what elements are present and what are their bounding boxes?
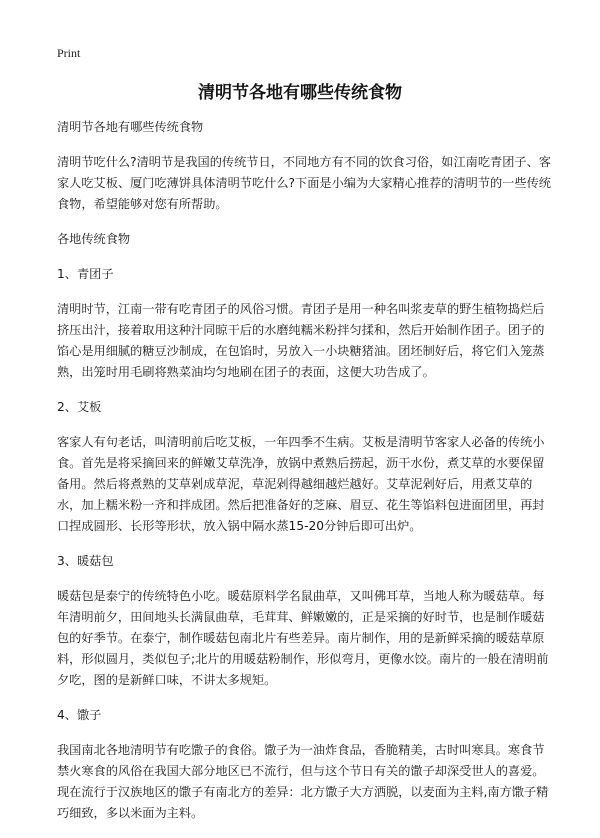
item-heading-3: 3、暖菇包	[57, 554, 114, 568]
item-heading-4: 4、馓子	[57, 708, 102, 722]
intro-paragraph: 清明节吃什么?清明节是我国的传统节日，不同地方有不同的饮食习俗，如江南吃青团子、客家人吃艾板、厦门吃薄饼具体清明节吃什么?下面是小编为大家精心推荐的清明节的一些传统食物，希望能够对您有所帮助。	[57, 155, 551, 211]
article-subtitle: 清明节各地有哪些传统食物	[57, 120, 204, 134]
section-heading: 各地传统食物	[57, 232, 131, 246]
item-body-1: 清明时节，江南一带有吃青团子的风俗习惯。青团子是用一种名叫浆麦草的野生植物捣烂后挤压出汁，接着取用这种汁同晾干后的水磨纯糯米粉拌匀揉和，然后开始制作团子。团子的馅心是用细腻的糖豆沙制成，在包馅时，另放入一小块糖猪油。团坯制好后，将它们入笼蒸熟，出笼时用毛刷将熟菜油均匀地刷在团子的表面，这便大功告成了。	[57, 302, 545, 379]
article-body	[57, 117, 553, 838]
item-body-3: 暖菇包是泰宁的传统特色小吃。暖菇原料学名鼠曲草，又叫佛耳草，当地人称为暖菇草。每年清明前夕，田间地头长满鼠曲草，毛茸茸、鲜嫩嫩的，正是采摘的好时节，也是制作暖菇包的好季节。在泰宁，制作暖菇包南北片有些差异。南片制作，用的是新鲜采摘的暖菇草原料，形似圆月，类似包子;北片的用暖菇粉制作，形似弯月，更像水饺。南片的一般在清明前夕吃，图的是新鲜口味，不讲太多规矩。	[57, 589, 549, 687]
print-label[interactable]: Print	[57, 46, 81, 60]
item-heading-1: 1、青团子	[57, 267, 114, 281]
page-title: 清明节各地有哪些传统食物	[198, 83, 402, 103]
item-heading-2: 2、艾板	[57, 400, 102, 414]
item-body-2: 客家人有句老话，叫清明前后吃艾板，一年四季不生病。艾板是清明节客家人必备的传统小食。首先是将采摘回来的鲜嫩艾草洗净，放锅中煮熟后捞起，沥干水份，煮艾草的水要保留备用。然后将煮熟的艾草剁成草泥，草泥剁得越细越烂越好。艾草泥剁好后，用煮艾草的水，加上糯米粉一齐和拌成团。然后把准备好的芝麻、眉豆、花生等馅料包进面团里，再封口捏成圆形、长形等形状，放入锅中隔水蒸15-20分钟后即可出炉。	[57, 435, 545, 533]
item-body-4: 我国南北各地清明节有吃馓子的食俗。馓子为一油炸食品，香脆精美，古时叫寒具。寒食节禁火寒食的风俗在我国大部分地区已不流行，但与这个节日有关的馓子却深受世人的喜爱。现在流行于汉族地区的馓子有南北方的差异：北方馓子大方洒脱，以麦面为主料,南方馓子精巧细致，多以米面为主料。	[57, 743, 549, 820]
